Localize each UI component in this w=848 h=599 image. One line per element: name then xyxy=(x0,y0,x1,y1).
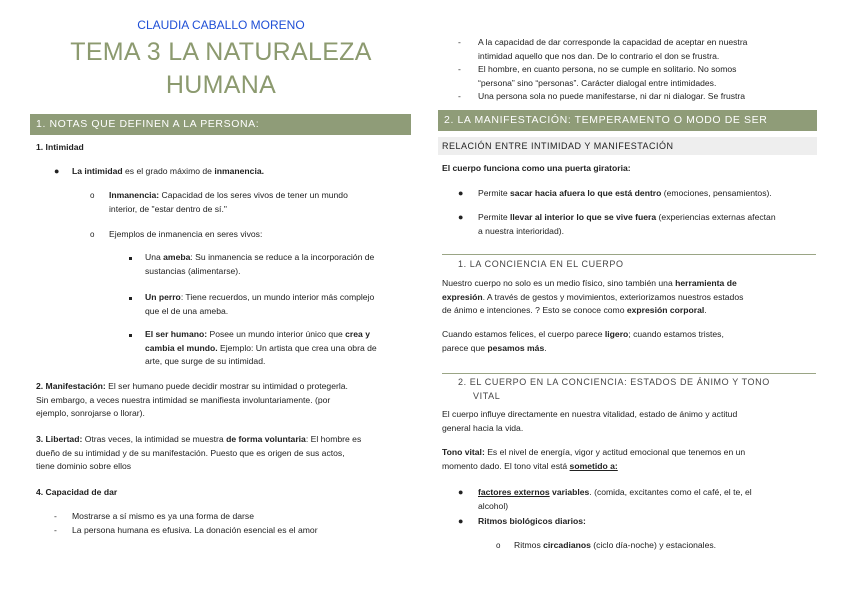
libertad-line3: tiene dominio sobre ellos xyxy=(36,461,132,471)
libertad-bold: 3. Libertad: xyxy=(36,434,83,444)
b2-rest: (experiencias externas afectan xyxy=(656,212,776,222)
manifestacion-bold: 2. Manifestación: xyxy=(36,381,106,391)
manifestacion-line2: Sin embargo, a veces nuestra intimidad se manifiesta involuntariamente. (por xyxy=(36,394,331,405)
top-item-1-l1: A la capacidad de dar corresponde la capacidad de aceptar en nuestra xyxy=(478,37,748,47)
conciencia-paragraph xyxy=(442,277,743,318)
b2-bold: llevar al interior lo que se vive fuera xyxy=(510,212,657,222)
p1-l2-bold: expresión xyxy=(442,291,483,302)
p2-l2: parece que xyxy=(442,342,488,353)
intimidad-text: es el grado máximo de xyxy=(122,166,215,176)
libertad-bold2: de forma voluntaria xyxy=(226,434,306,444)
circle-bullet: o xyxy=(496,541,501,550)
ejemplos-text: Ejemplos de inmanencia en seres vivos: xyxy=(109,229,263,239)
perro-text: : Tiene recuerdos, un mundo interior más complejo xyxy=(180,292,375,302)
bullet-dot: ● xyxy=(458,487,464,497)
b1-bold: sacar hacia afuera lo que está dentro xyxy=(510,188,662,198)
libertad-line2: dueño de su intimidad y de su manifestación. Puesto que es origen de sus actos, xyxy=(36,447,345,458)
sometido-underlined: sometido a: xyxy=(569,460,618,471)
humano-bold: El ser humano: xyxy=(145,329,208,339)
manifestacion-paragraph xyxy=(36,380,348,421)
bullet-dot: ● xyxy=(458,188,464,198)
intimidad-bold: La intimidad xyxy=(72,166,123,176)
humano-line2-bold: cambia el mundo. xyxy=(145,342,218,353)
inmanencia-def-text: Capacidad de los seres vivos de tener un mundo xyxy=(159,190,348,200)
dar-item-1: Mostrarse a sí mismo es ya una forma de darse xyxy=(72,511,254,521)
dash-bullet: - xyxy=(458,37,461,47)
dash-bullet: - xyxy=(54,525,57,535)
p2-l1-bold: ligero xyxy=(604,329,629,339)
square-bullet xyxy=(129,297,132,300)
dash-bullet: - xyxy=(458,91,461,101)
circadianos-item xyxy=(514,539,716,553)
manifestacion-line3: ejemplo, sonrojarse o llorar). xyxy=(36,408,145,418)
p4-l2: momento dado. El tono vital está xyxy=(442,460,570,471)
top-item-2-l1: El hombre, en cuanto persona, no se cumple en solitario. No somos xyxy=(478,64,737,74)
b2-line2: a nuestra interioridad). xyxy=(478,225,564,236)
manifestacion-text: El ser humano puede decidir mostrar su intimidad o protegerla. xyxy=(105,381,348,391)
libertad-text: Otras veces, la intimidad se muestra xyxy=(82,434,227,444)
inmanencia-def-line2: interior, de "estar dentro de sí." xyxy=(109,203,227,214)
circle-bullet: o xyxy=(90,191,95,200)
author-name: CLAUDIA CABALLO MORENO xyxy=(137,18,305,32)
factores-line2: alcohol) xyxy=(478,500,509,511)
estados-heading xyxy=(458,376,770,403)
ritmos-item: Ritmos biológicos diarios: xyxy=(478,516,586,526)
p1-l1-bold: herramienta de xyxy=(675,278,737,288)
p1-l3: de ánimo e intenciones. ? Esto se conoce como xyxy=(442,305,627,315)
ameba-text: : Su inmanencia se reduce a la incorporación de xyxy=(190,252,375,262)
p3-l2: general hacia la vida. xyxy=(442,422,524,433)
bullet-dot: ● xyxy=(458,212,464,222)
heading-rule xyxy=(442,373,816,374)
libertad-paragraph xyxy=(36,433,361,474)
bullet-dot: ● xyxy=(54,166,60,176)
b1-pre: Permite xyxy=(478,188,510,198)
factores-bold-underline: factores externos xyxy=(478,487,550,497)
tono-bold: Tono vital: xyxy=(442,447,485,457)
dar-heading: 4. Capacidad de dar xyxy=(36,487,118,497)
relacion-subheading: RELACIÓN ENTRE INTIMIDAD Y MANIFESTACIÓN xyxy=(438,137,817,155)
top-item-3: Una persona sola no puede manifestarse, ni dar ni dialogar. Se frustra xyxy=(478,91,746,101)
section-band-2: 2. LA MANIFESTACIÓN: TEMPERAMENTO O MODO DE SER xyxy=(438,110,817,131)
perro-line2: que el de una ameba. xyxy=(145,305,229,316)
factores-bold: variables xyxy=(549,487,590,497)
p1-l3-bold: expresión corporal xyxy=(626,305,705,315)
top-item-2 xyxy=(478,63,736,90)
ameba-item xyxy=(145,251,374,278)
title-line-2: HUMANA xyxy=(165,71,277,99)
feliz-paragraph xyxy=(442,328,724,355)
p1-l3-end: . xyxy=(704,305,707,315)
p2-l2-end: . xyxy=(544,342,547,353)
cuerpo-bullet-1 xyxy=(478,187,772,201)
circle-bullet: o xyxy=(90,230,95,239)
p2-l1: Cuando estamos felices, el cuerpo parece xyxy=(442,329,605,339)
cuerpo-heading: El cuerpo funciona como una puerta giratoria: xyxy=(442,163,631,173)
title-line-1: TEMA 3 LA NATURALEZA xyxy=(70,38,372,66)
perro-bold: Un perro xyxy=(145,292,181,302)
top-item-1-l2: intimidad aquello que nos dan. De lo contrario el don se frustra. xyxy=(478,50,720,61)
dash-bullet: - xyxy=(54,511,57,521)
p1-l1: Nuestro cuerpo no solo es un medio físico, sino también una xyxy=(442,278,676,288)
ameba-bold: ameba xyxy=(163,252,191,262)
influye-paragraph xyxy=(442,408,737,435)
bullet-dot: ● xyxy=(458,516,464,526)
intimidad-heading: 1. Intimidad xyxy=(36,142,84,152)
estados-heading-l1: 2. EL CUERPO EN LA CONCIENCIA: ESTADOS DE ÁNIMO Y TONO xyxy=(458,377,770,387)
tono-paragraph xyxy=(442,446,745,473)
ameba-pre: Una xyxy=(145,252,164,262)
f3-pre: Ritmos xyxy=(514,540,544,550)
ameba-line2: sustancias (alimentarse). xyxy=(145,265,241,276)
b2-pre: Permite xyxy=(478,212,510,222)
libertad-text2: : El hombre es xyxy=(305,434,362,444)
humano-bold2: crea y xyxy=(345,329,371,339)
cuerpo-bullet-2 xyxy=(478,211,776,238)
humano-line2-text: Ejemplo: Un artista que crea una obra de xyxy=(217,342,377,353)
f3-rest: (ciclo día-noche) y estacionales. xyxy=(590,540,717,550)
dash-bullet: - xyxy=(458,64,461,74)
p3-l1: El cuerpo influye directamente en nuestra vitalidad, estado de ánimo y actitud xyxy=(442,409,738,419)
perro-item xyxy=(145,291,374,318)
humano-text: Posee un mundo interior único que xyxy=(207,329,346,339)
inmanencia-def-bold: Inmanencia: xyxy=(109,190,160,200)
factores-text: . (comida, excitantes como el café, el te, el xyxy=(589,487,752,497)
page-title xyxy=(30,36,412,102)
humano-line3: arte, que surge de su intimidad. xyxy=(145,356,266,366)
p4-l1: Es el nivel de energía, vigor y actitud emocional que tenemos en un xyxy=(484,447,746,457)
section-band-1: 1. NOTAS QUE DEFINEN A LA PERSONA: xyxy=(30,114,411,135)
square-bullet xyxy=(129,334,132,337)
heading-rule xyxy=(442,254,816,255)
conciencia-heading: 1. LA CONCIENCIA EN EL CUERPO xyxy=(458,259,624,269)
dar-item-2: La persona humana es efusiva. La donación esencial es el amor xyxy=(72,525,318,535)
top-item-1 xyxy=(478,36,747,63)
estados-heading-l2: VITAL xyxy=(473,390,501,401)
square-bullet xyxy=(129,257,132,260)
b1-rest: (emociones, pensamientos). xyxy=(661,188,772,198)
humano-item xyxy=(145,328,377,369)
p2-l1-end: ; cuando estamos tristes, xyxy=(628,329,724,339)
inmanencia-def xyxy=(109,189,348,216)
p2-l2-bold: pesamos más xyxy=(487,342,545,353)
f3-bold: circadianos xyxy=(543,540,591,550)
inmanencia-bold: inmanencia. xyxy=(214,166,265,176)
intimidad-bullet xyxy=(72,165,264,179)
factores-item xyxy=(478,486,752,513)
p1-l2: . A través de gestos y movimientos, exteriorizamos nuestros estados xyxy=(482,291,744,302)
top-item-2-l2: “persona” sino “personas”. Carácter dialogal entre intimidades. xyxy=(478,77,717,88)
